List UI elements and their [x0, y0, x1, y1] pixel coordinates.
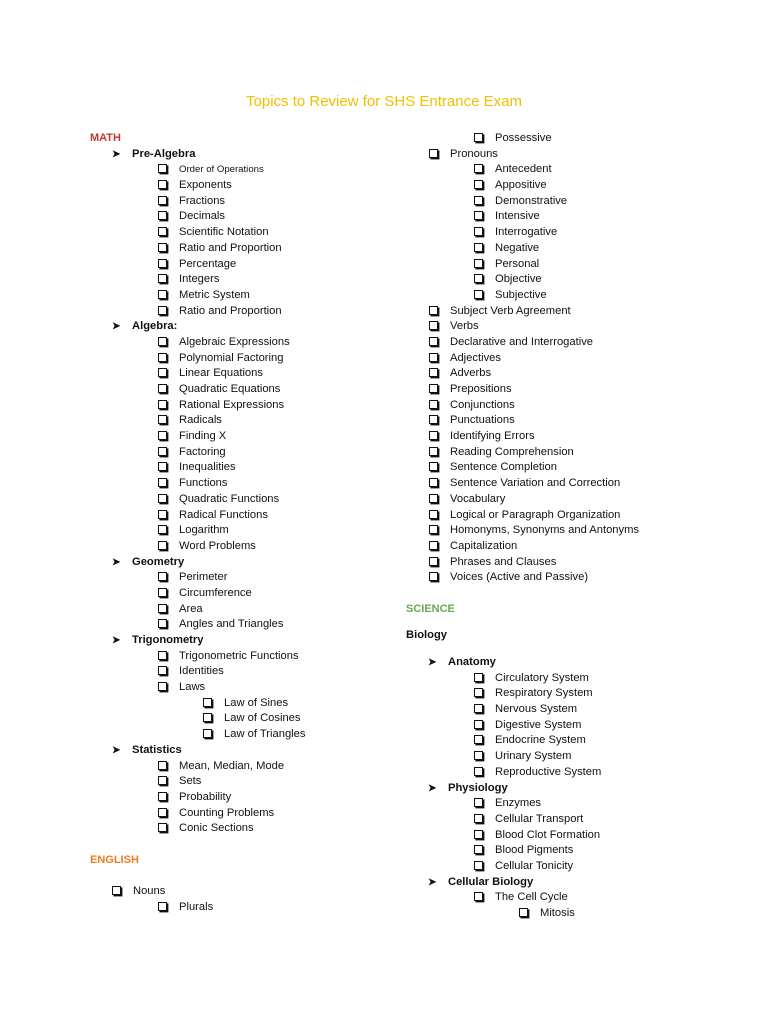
topic-nouns: Nouns [90, 884, 390, 900]
checklist-item-label: Digestive System [495, 718, 582, 731]
checklist-item [406, 209, 736, 225]
checklist-item [90, 790, 390, 806]
checkbox-icon [474, 798, 483, 807]
checklist-item [90, 178, 390, 194]
checklist-item-label: Sentence Completion [450, 461, 557, 474]
algebra-list [90, 335, 390, 555]
checklist-item-label: Radicals [179, 414, 222, 427]
biology-heading: Biology [406, 629, 448, 642]
checkbox-icon [429, 149, 438, 158]
checkbox-icon [158, 588, 167, 597]
checkbox-icon [474, 845, 483, 854]
checkbox-icon [474, 688, 483, 697]
checklist-item-label: Sets [179, 775, 202, 788]
checklist-item [406, 890, 736, 906]
checklist-item [90, 711, 390, 727]
checkbox-icon [158, 259, 167, 268]
checklist-item [90, 225, 390, 241]
checkbox-icon [158, 902, 167, 911]
checkbox-icon [474, 673, 483, 682]
noun-item-plurals: Plurals [90, 900, 390, 916]
checkbox-icon [203, 698, 212, 707]
checkbox-icon [158, 619, 167, 628]
checklist-item-label: Probability [179, 790, 232, 803]
checklist-item [406, 257, 736, 273]
checkbox-icon [474, 164, 483, 173]
checkbox-icon [158, 572, 167, 581]
checklist-item-label: Radical Functions [179, 508, 268, 521]
checklist-item [90, 492, 390, 508]
checklist-item-label: Functions [179, 477, 228, 490]
checklist-item [406, 702, 736, 718]
checklist-item [90, 649, 390, 665]
checklist-item-label: Ratio and Proportion [179, 241, 282, 254]
checkbox-icon [429, 368, 438, 377]
checkbox-icon [158, 227, 167, 236]
statistics-list [90, 759, 390, 837]
checklist-item-label: Subjective [495, 288, 547, 301]
checklist-item-label: Conjunctions [450, 398, 515, 411]
right-column [406, 131, 736, 922]
checklist-item-label: Quadratic Equations [179, 383, 281, 395]
topic-cellular-biology: ➤ Cellular Biology [406, 875, 736, 891]
checkbox-icon [429, 572, 438, 581]
checklist-item [406, 570, 736, 586]
checkbox-icon [429, 510, 438, 519]
arrow-bullet-icon: ➤ [428, 782, 437, 794]
checklist-item-label: Demonstrative [495, 194, 568, 207]
checkbox-icon [474, 892, 483, 901]
checklist-item-label: Appositive [495, 179, 547, 192]
checklist-item [90, 162, 390, 178]
checklist-item [90, 382, 390, 398]
checklist-item-label: Finding X [179, 430, 227, 443]
checkbox-icon [474, 259, 483, 268]
checklist-item [406, 319, 736, 335]
checklist-item [406, 241, 736, 257]
checkbox-icon [429, 494, 438, 503]
checklist-item-label: Intensive [495, 210, 540, 223]
checklist-item [406, 812, 736, 828]
checklist-item-label: Ratio and Proportion [179, 304, 282, 317]
checklist-item-label: Adverbs [450, 367, 492, 380]
checklist-item-label: Mitosis [540, 907, 575, 919]
checklist-item [90, 508, 390, 524]
checkbox-icon [158, 651, 167, 660]
checklist-item [90, 821, 390, 837]
checkbox-icon [158, 180, 167, 189]
checkbox-icon [158, 290, 167, 299]
checklist-item [406, 445, 736, 461]
checklist-item [406, 671, 736, 687]
checklist-item [406, 828, 736, 844]
checklist-item [406, 859, 736, 875]
topic-pre-algebra: ➤ Pre-Algebra [90, 147, 390, 163]
checkbox-icon [158, 196, 167, 205]
checklist-item-label: Order of Operations [179, 164, 264, 176]
checklist-item [90, 460, 390, 476]
checklist-item-label: Law of Triangles [224, 728, 306, 741]
checkbox-icon [158, 164, 167, 173]
checklist-item-label: Identities [179, 665, 224, 678]
checklist-item [406, 906, 736, 922]
checkbox-icon [474, 211, 483, 220]
checklist-item [406, 382, 736, 398]
checklist-item-label: Homonyms, Synonyms and Antonyms [450, 524, 640, 537]
checkbox-icon [474, 767, 483, 776]
checkbox-icon [112, 886, 121, 895]
checklist-item [90, 586, 390, 602]
checklist-item [406, 225, 736, 241]
checklist-item-label: Rational Expressions [179, 398, 285, 411]
trigonometry-list [90, 649, 390, 696]
checklist-item-label: Interrogative [495, 226, 558, 239]
checkbox-icon [158, 761, 167, 770]
checklist-item [90, 696, 390, 712]
checklist-item-label: Metric System [179, 288, 250, 301]
checklist-item-label: Cellular Transport [495, 812, 584, 825]
checklist-item-label: Area [179, 602, 203, 615]
checkbox-icon [429, 557, 438, 566]
checklist-item [406, 555, 736, 571]
checkbox-icon [158, 776, 167, 785]
checklist-item-label: Respiratory System [495, 687, 593, 700]
checklist-item [90, 806, 390, 822]
topic-pronouns: Pronouns [406, 147, 736, 163]
checkbox-icon [474, 227, 483, 236]
checklist-item-label: Perimeter [179, 571, 228, 584]
checklist-item-label: Law of Sines [224, 696, 289, 709]
checkbox-icon [474, 704, 483, 713]
checkbox-icon [158, 384, 167, 393]
topic-physiology: ➤ Physiology [406, 781, 736, 797]
checkbox-icon [474, 274, 483, 283]
checkbox-icon [474, 720, 483, 729]
checklist-item-label: Exponents [179, 179, 232, 192]
checklist-item-label: Scientific Notation [179, 226, 269, 239]
checklist-item [406, 366, 736, 382]
checklist-item [90, 570, 390, 586]
checklist-item [406, 335, 736, 351]
prealgebra-list [90, 162, 390, 319]
checkbox-icon [158, 462, 167, 471]
arrow-bullet-icon: ➤ [112, 744, 121, 756]
checklist-item-label: Blood Pigments [495, 844, 574, 857]
checklist-item-label: Vocabulary [450, 492, 506, 505]
checklist-item [90, 366, 390, 382]
checklist-item-label: Algebraic Expressions [179, 335, 290, 348]
checklist-item [90, 398, 390, 414]
checklist-item [406, 304, 736, 320]
checkbox-icon [158, 494, 167, 503]
checklist-item-label: Voices (Active and Passive) [450, 571, 589, 584]
checkbox-icon [158, 478, 167, 487]
pronouns-list [406, 162, 736, 303]
checklist-item [90, 335, 390, 351]
checkbox-icon [158, 274, 167, 283]
checklist-item [406, 460, 736, 476]
checklist-item [90, 759, 390, 775]
checkbox-icon [158, 415, 167, 424]
checklist-item-label: Negative [495, 241, 540, 254]
checkbox-icon [429, 431, 438, 440]
checkbox-icon [474, 290, 483, 299]
checklist-item [90, 602, 390, 618]
checkbox-icon [474, 861, 483, 870]
checklist-item [406, 351, 736, 367]
checklist-item [406, 508, 736, 524]
checklist-item-label: Word Problems [179, 539, 256, 552]
checklist-item [90, 727, 390, 743]
checkbox-icon [474, 830, 483, 839]
checklist-item [406, 162, 736, 178]
section-math-heading: MATH [90, 132, 121, 144]
checklist-item-label: Factoring [179, 445, 226, 458]
checklist-item-label: Endocrine System [495, 734, 586, 747]
checkbox-icon [474, 814, 483, 823]
checklist-item [406, 749, 736, 765]
checklist-item-label: Law of Cosines [224, 712, 301, 725]
arrow-bullet-icon: ➤ [112, 635, 121, 646]
checkbox-icon [158, 604, 167, 613]
topic-geometry: ➤ Geometry [90, 555, 390, 571]
checklist-item [90, 664, 390, 680]
checklist-item [90, 523, 390, 539]
checkbox-icon [158, 525, 167, 534]
checkbox-icon [429, 447, 438, 456]
checklist-item-label: Logical or Paragraph Organization [450, 508, 621, 521]
checkbox-icon [429, 415, 438, 424]
checklist-item [406, 398, 736, 414]
checklist-item-label: Nervous System [495, 703, 578, 716]
checkbox-icon [158, 541, 167, 550]
checklist-item [90, 617, 390, 633]
checkbox-icon [158, 792, 167, 801]
checklist-item [406, 272, 736, 288]
checkbox-icon [203, 713, 212, 722]
topic-algebra: ➤ Algebra: [90, 319, 390, 335]
checklist-item-label: Phrases and Clauses [450, 555, 557, 568]
checkbox-icon [158, 447, 167, 456]
checkbox-icon [158, 431, 167, 440]
arrow-bullet-icon: ➤ [112, 148, 121, 160]
checklist-item [406, 178, 736, 194]
checklist-item [406, 765, 736, 781]
checklist-item-label: Trigonometric Functions [179, 649, 299, 662]
topic-trigonometry: ➤ Trigonometry [90, 633, 390, 649]
checkbox-icon [474, 751, 483, 760]
geometry-list [90, 570, 390, 633]
checkbox-icon [429, 400, 438, 409]
checklist-item-label: Circulatory System [495, 671, 589, 684]
checklist-item [90, 304, 390, 320]
checklist-item [90, 429, 390, 445]
checklist-item-label: Laws [179, 681, 206, 694]
checkbox-icon [158, 353, 167, 362]
checkbox-icon [474, 196, 483, 205]
checklist-item-label: Decimals [179, 210, 226, 223]
section-english-heading: ENGLISH [90, 853, 139, 866]
checklist-item-label: Cellular Tonicity [495, 859, 574, 872]
checklist-item-label: Percentage [179, 257, 237, 270]
laws-list [90, 696, 390, 743]
checklist-item [406, 686, 736, 702]
checklist-item [406, 413, 736, 429]
checkbox-icon [429, 321, 438, 330]
checklist-item [90, 241, 390, 257]
arrow-bullet-icon: ➤ [428, 657, 437, 668]
checkbox-icon [474, 180, 483, 189]
checkbox-icon [474, 133, 483, 142]
checkbox-icon [474, 243, 483, 252]
checklist-item-label: Inequalities [179, 461, 236, 474]
checkbox-icon [158, 510, 167, 519]
checklist-item-label: Reproductive System [495, 765, 602, 778]
checklist-item-label: Urinary System [495, 750, 572, 763]
checklist-item [90, 288, 390, 304]
checklist-item [406, 539, 736, 555]
english-topics-list [406, 304, 736, 586]
checklist-item-label: Adjectives [450, 351, 501, 364]
checklist-item [90, 445, 390, 461]
checkbox-icon [429, 525, 438, 534]
checkbox-icon [474, 735, 483, 744]
checklist-item [406, 718, 736, 734]
checklist-item-label: Angles and Triangles [179, 618, 284, 631]
checkbox-icon [158, 306, 167, 315]
checklist-item-label: The Cell Cycle [495, 891, 568, 904]
checklist-item-label: Subject Verb Agreement [450, 304, 571, 317]
noun-item-possessive: Possessive [406, 131, 736, 147]
checklist-item-label: Verbs [450, 320, 479, 333]
checklist-item-label: Punctuations [450, 414, 515, 427]
checklist-item-label: Circumference [179, 586, 252, 599]
checkbox-icon [429, 541, 438, 550]
checklist-item-label: Polynomial Factoring [179, 351, 284, 364]
checklist-item [406, 476, 736, 492]
checkbox-icon [158, 400, 167, 409]
checklist-item-label: Mean, Median, Mode [179, 759, 285, 772]
checkbox-icon [203, 729, 212, 738]
checkbox-icon [158, 808, 167, 817]
checklist-item [90, 539, 390, 555]
cell-cycle-list [406, 906, 736, 922]
checkbox-icon [519, 908, 528, 917]
checklist-item [406, 843, 736, 859]
checklist-item [406, 194, 736, 210]
page-title: Topics to Review for SHS Entrance Exam [246, 93, 522, 110]
checklist-item [90, 413, 390, 429]
topic-anatomy: ➤ Anatomy [406, 655, 736, 671]
checklist-item [406, 288, 736, 304]
checklist-item-label: Linear Equations [179, 367, 263, 380]
checkbox-icon [158, 243, 167, 252]
checkbox-icon [158, 682, 167, 691]
checklist-item [90, 351, 390, 367]
arrow-bullet-icon: ➤ [112, 321, 121, 333]
checklist-item-label: Sentence Variation and Correction [450, 477, 621, 490]
checklist-item-label: Integers [179, 273, 220, 286]
checklist-item [406, 796, 736, 812]
checklist-item-label: Prepositions [450, 383, 512, 395]
checklist-item-label: Personal [495, 257, 540, 270]
physiology-list [406, 796, 736, 874]
checklist-item-label: Capitalization [450, 539, 518, 552]
checkbox-icon [158, 211, 167, 220]
checklist-item-label: Objective [495, 273, 542, 286]
checklist-item [90, 194, 390, 210]
checklist-item-label: Antecedent [495, 163, 552, 176]
checkbox-icon [158, 666, 167, 675]
topic-statistics: ➤ Statistics [90, 743, 390, 759]
checklist-item [90, 680, 390, 696]
anatomy-list [406, 671, 736, 781]
checkbox-icon [429, 353, 438, 362]
checklist-item [90, 774, 390, 790]
checkbox-icon [429, 306, 438, 315]
checklist-item-label: Reading Comprehension [450, 445, 574, 458]
checklist-item-label: Blood Clot Formation [495, 828, 601, 841]
checklist-item-label: Fractions [179, 194, 226, 207]
checkbox-icon [429, 337, 438, 346]
left-column [90, 131, 390, 915]
checklist-item [90, 257, 390, 273]
checklist-item [90, 476, 390, 492]
checklist-item-label: Counting Problems [179, 806, 275, 819]
checkbox-icon [429, 384, 438, 393]
checkbox-icon [429, 478, 438, 487]
cellular-list [406, 890, 736, 906]
checklist-item [406, 523, 736, 539]
arrow-bullet-icon: ➤ [112, 556, 121, 568]
checkbox-icon [429, 462, 438, 471]
checklist-item-label: Quadratic Functions [179, 492, 280, 505]
checklist-item-label: Identifying Errors [450, 430, 535, 443]
checklist-item-label: Logarithm [179, 524, 229, 537]
section-science-heading: SCIENCE [406, 602, 455, 615]
checklist-item [90, 272, 390, 288]
checklist-item [406, 429, 736, 445]
checkbox-icon [158, 337, 167, 346]
checkbox-icon [158, 823, 167, 832]
checklist-item-label: Declarative and Interrogative [450, 335, 594, 348]
checklist-item-label: Conic Sections [179, 822, 254, 835]
checklist-item [406, 733, 736, 749]
checkbox-icon [158, 368, 167, 377]
checklist-item [406, 492, 736, 508]
checklist-item-label: Enzymes [495, 797, 542, 810]
checklist-item [90, 209, 390, 225]
arrow-bullet-icon: ➤ [428, 876, 437, 888]
